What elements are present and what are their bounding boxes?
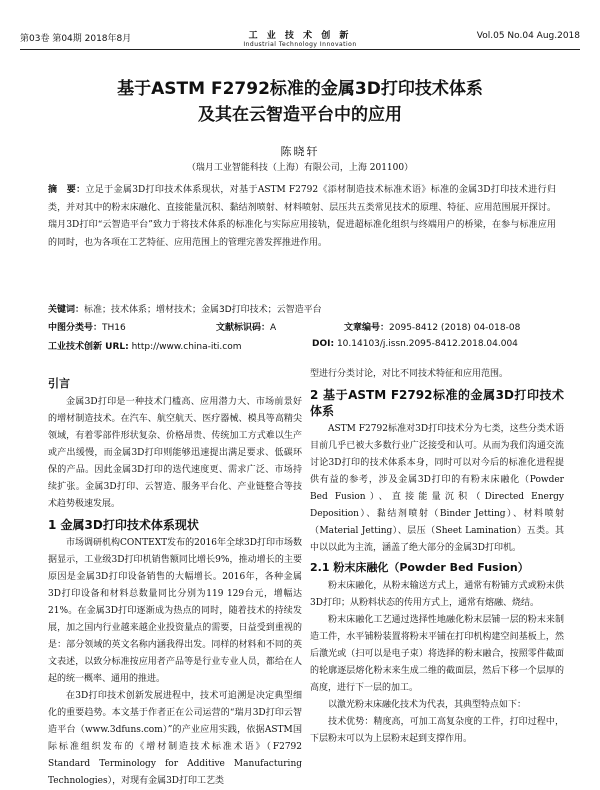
section-heading-2: 2 基于ASTM F2792标准的金属3D打印技术体系 bbox=[310, 388, 564, 418]
journal-name bbox=[230, 28, 370, 48]
abstract-label: 摘 要： bbox=[48, 185, 86, 195]
paragraph: 在3D打印技术创新发展进程中，技术可追溯是决定典型细化的重要趋势。本文基于作者正在公司运营的“瑞月3D打印云智造平台（www.3dfuns.com）”的产业应用实践，依据ASTM国际标准组织发布的《增材制造技术标准术语》（F2792 Standard Terminology for Additive Manufacturing Technologies），对现有金属3D打印工艺类 bbox=[48, 691, 302, 786]
journal-name-en: Industrial Technology Innovation bbox=[243, 41, 357, 48]
paragraph: 市场调研机构CONTEXT发布的2016年全球3D打印市场数据显示，工业级3D打印机销售额同比增长9%，推动增长的主要原因是金属3D打印设备销售的大幅增长。2016年，各种金属3D打印设备和材料总数量同比分别为119 129台元，增幅达21%。在金属3D打印逐渐成为热点的同时，随着技术的持续发展，加之国内行业越来越企业投资量点的需要，日益受到重视的是：部分领域的英文名称内涵我得出发。同样的材料和不同的英文表述，以致分标准按应用者产品等是行业专业人员，都给在人起的统一概率、通用的推进。 bbox=[48, 538, 302, 684]
abstract bbox=[48, 182, 556, 252]
running-header bbox=[0, 28, 600, 48]
journal-volume-issue-en: Vol.05 No.04 Aug.2018 bbox=[476, 31, 580, 41]
author-affiliation: （瑞月工业智能科技（上海）有限公司，上海 201100） bbox=[186, 163, 414, 173]
author-name: 陈晓轩 bbox=[280, 145, 320, 158]
doi-label: DOI: bbox=[312, 339, 335, 349]
right-column bbox=[310, 366, 564, 748]
paragraph: 以激光粉末床融化技术为代表，其典型特点如下： bbox=[328, 700, 527, 710]
paper-title-line-1: 基于ASTM F2792标准的金属3D打印技术体系 bbox=[117, 79, 483, 99]
doc-code-value: A bbox=[270, 323, 277, 333]
paragraph: ASTM F2792标准对3D打印技术分为七类，这些分类术语目前几乎已被大多数行业广泛接受和认可。从而为我们沟通交流讨论3D打印的技术体系本身，同时可以对今后的标准化进程提供有益的参考，涉及金属3D打印的有粉末床融化（Powder Bed Fusion）、直接能量沉积（Directed Energy Deposition）、黏结剂喷射（Binder Jetting）、材料喷射（Material Jetting）、层压（Sheet Lamination）五类。其中以以此为主流，涵盖了绝大部分的金属3D打印机。 bbox=[310, 424, 564, 553]
abstract-text: 立足于金属3D打印技术体系现状，对基于ASTM F2792《添材制造技术标准术语》标准的金属3D打印技术进行归类，并对其中的粉末床融化、直接能量沉积、黏结剂喷射、材料喷射、层压共五类常见技术的原理、特征、应用范围展开探讨。瑞月3D打印“云智造平台”致力于将技术体系的标准化与实际应用接轨，促进超标准化组织与终端用户的桥梁，在参与标准应用的同时，也为各项在工艺特征、应用范围上的管理完善发挥推进作用。 bbox=[48, 185, 556, 248]
keywords bbox=[48, 302, 322, 315]
paragraph: 粉末床融化工艺通过选择性地融化粉末层铺一层的粉末来制造工件，水平铺粉装置将粉末平铺在打印机构建空间基板上，然后激光或（扫可以是电子束）将选择的粉末融合，按照零件截面的轮廓逐层熔化粉末来生成二维的截面层，然后下移一个层厚的高度，进行下一层的加工。 bbox=[310, 615, 564, 693]
keywords-label: 关键词： bbox=[48, 305, 85, 315]
doc-code-label: 文献标识码： bbox=[216, 323, 271, 333]
journal-url[interactable]: http://www.china-iti.com bbox=[131, 342, 242, 352]
paragraph: 技术优势：精度高，可加工高复杂度的工件，打印过程中，下层粉末可以为上层粉末起到支撑作用。 bbox=[310, 717, 564, 744]
section-heading-1: 1 金属3D打印技术体系现状 bbox=[48, 518, 199, 532]
article-number-label: 文章编号： bbox=[344, 323, 390, 333]
paragraph: 粉末床融化，从粉末输送方式上，通常有粉铺方式或粉末供3D打印；从粉料状态的传用方式上，通常有熔融、烧结。 bbox=[310, 581, 564, 608]
url-label: 工业技术创新 URL: bbox=[48, 342, 129, 352]
header-rule bbox=[20, 49, 580, 50]
journal-name-cn: 工 业 技 术 创 新 bbox=[248, 31, 352, 41]
paper-title-line-2: 及其在云智造平台中的应用 bbox=[198, 105, 402, 125]
left-column bbox=[48, 366, 302, 790]
clc-label: 中图分类号： bbox=[48, 323, 103, 333]
article-number-value: 2095-8412 (2018) 04-018-08 bbox=[389, 323, 521, 333]
subsection-heading-2-1: 2.1 粉末床融化（Powder Bed Fusion） bbox=[310, 561, 529, 574]
section-heading-intro: 引言 bbox=[48, 377, 70, 390]
keywords-text: 标准；技术体系；增材技术；金属3D打印技术；云智造平台 bbox=[84, 305, 322, 315]
clc-value: TH16 bbox=[102, 323, 126, 333]
paragraph: 金属3D打印是一种技术门槛高、应用潜力大、市场前景好的增材制造技术。在汽车、航空航天、医疗器械、模具等高精尖领域，有着零部件形状复杂、价格昂贵、传统加工方式难以生产或产出缓慢，而金属3D打印则能够迅速提出满足要求、低碳环保的产品。因此金属3D打印的迭代速度更、需求广泛、市场持续扩张。金属3D打印、云智造、服务平台化、产业链整合等技术趋势极速发展。 bbox=[48, 397, 302, 509]
doi-value[interactable]: 10.14103/j.issn.2095-8412.2018.04.004 bbox=[336, 339, 518, 349]
paragraph-continued: 型进行分类讨论，对比不同技术特征和应用范围。 bbox=[310, 369, 509, 379]
journal-volume-issue: 第03卷 第04期 2018年8月 bbox=[20, 34, 132, 44]
